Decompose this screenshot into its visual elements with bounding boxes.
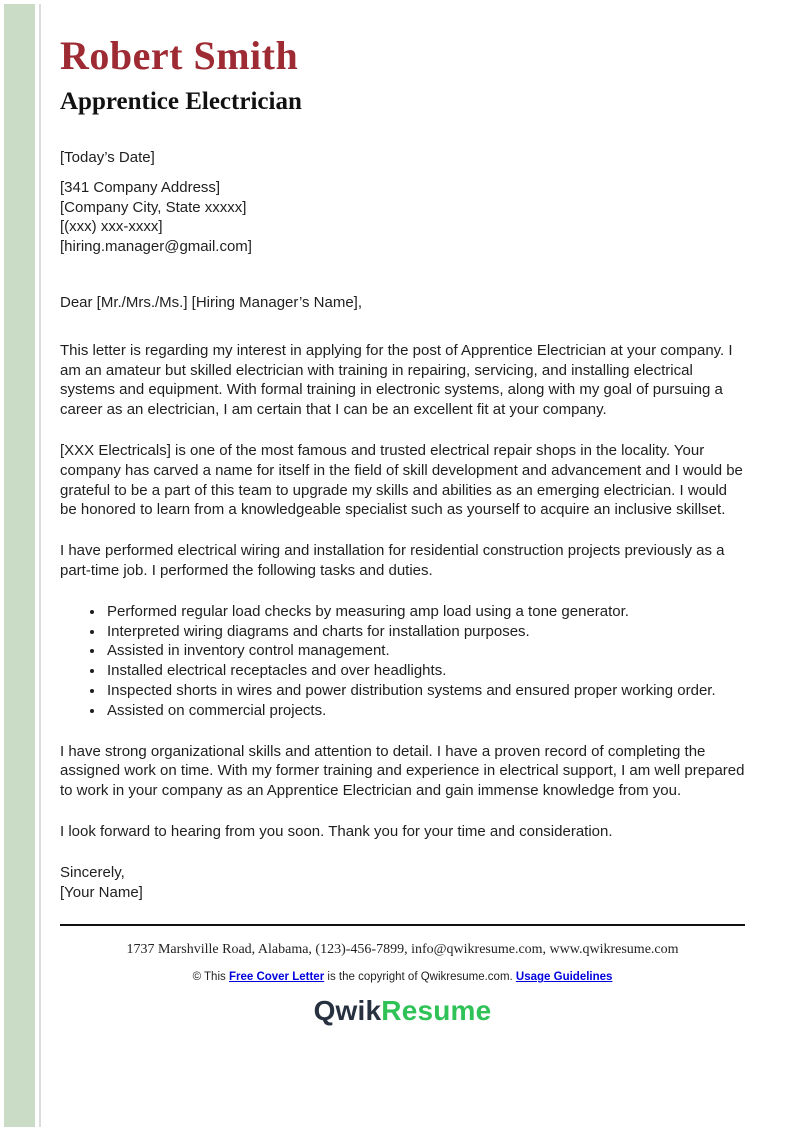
copyright-line [60, 971, 745, 983]
left-stripe-divider [39, 4, 41, 1127]
address-block [60, 178, 745, 257]
job-title: Apprentice Electrician [60, 88, 302, 115]
salutation: Dear [Mr./Mrs./Ms.] [Hiring Manager’s Name], [60, 293, 363, 311]
duty-item: • Performed regular load checks by measuring amp load using a tone generator. [105, 602, 745, 622]
candidate-name: Robert Smith [60, 33, 299, 78]
paragraph-experience: I have performed electrical wiring and installation for residential construction projects previously as a part-time job. I performed the following tasks and duties. [60, 542, 725, 579]
duty-item: • Assisted on commercial projects. [105, 701, 745, 721]
address-line: [hiring.manager@gmail.com] [60, 238, 252, 256]
duty-item: • Installed electrical receptacles and over headlights. [105, 661, 745, 681]
letter-content [60, 0, 745, 1027]
footer-divider [60, 924, 745, 926]
paragraph-company: [XXX Electricals] is one of the most famous and trusted electrical repair shops in the locality. Your company has carved a name for itself in the field of skill development and advancement and I would be grateful to be a part of this team to upgrade my skills and abilities as an emerging electrician. I would be honored to learn from a knowledgeable specialist such as yourself to acquire an inclusive skillset. [60, 441, 743, 519]
paragraph-intro: This letter is regarding my interest in applying for the post of Apprentice Electrician at your company. I am an amateur but skilled electrician with training in repairing, servicing, and installing electrical systems and equipment. With formal training in electronic systems, along with my goal of pursuing a career as an electrician, I am certain that I can be an excellent fit at your company. [60, 341, 733, 419]
footer-contact-line: 1737 Marshville Road, Alabama, (123)-456-7899, info@qwikresume.com, www.qwikresume.com [126, 942, 679, 958]
duty-item: • Inspected shorts in wires and power distribution systems and ensured proper working order. [105, 681, 745, 701]
footer [60, 942, 745, 1027]
copyright-middle: is the copyright of Qwikresume.com. [324, 971, 516, 984]
date-line: [Today’s Date] [60, 149, 155, 166]
logo-qwik-text: Qwik [313, 995, 382, 1027]
address-line: [Company City, State xxxxx] [60, 198, 247, 216]
qwikresume-logo [60, 995, 745, 1027]
free-cover-letter-link[interactable]: Free Cover Letter [228, 971, 325, 984]
logo-resume-text: Resume [381, 995, 492, 1027]
signoff: Sincerely, [60, 863, 125, 881]
copyright-prefix: © This [192, 971, 229, 984]
duties-list [60, 602, 745, 721]
address-line: [341 Company Address] [60, 178, 221, 196]
paragraph-thanks: I look forward to hearing from you soon. Thank you for your time and consideration. [60, 822, 613, 840]
duty-item: • Assisted in inventory control management. [105, 641, 745, 661]
signoff-block [60, 863, 745, 903]
duty-item: • Interpreted wiring diagrams and charts for installation purposes. [105, 622, 745, 642]
paragraph-skills: I have strong organizational skills and attention to detail. I have a proven record of completing the assigned work on time. With my former training and experience in electrical support, I am well prepared to work in your company as an Apprentice Electrician and gain immense knowledge from you. [60, 742, 745, 800]
signature-placeholder: [Your Name] [60, 883, 143, 901]
usage-guidelines-link[interactable]: Usage Guidelines [515, 971, 613, 984]
address-line: [(xxx) xxx-xxxx] [60, 218, 163, 236]
left-accent-stripe [4, 4, 35, 1127]
